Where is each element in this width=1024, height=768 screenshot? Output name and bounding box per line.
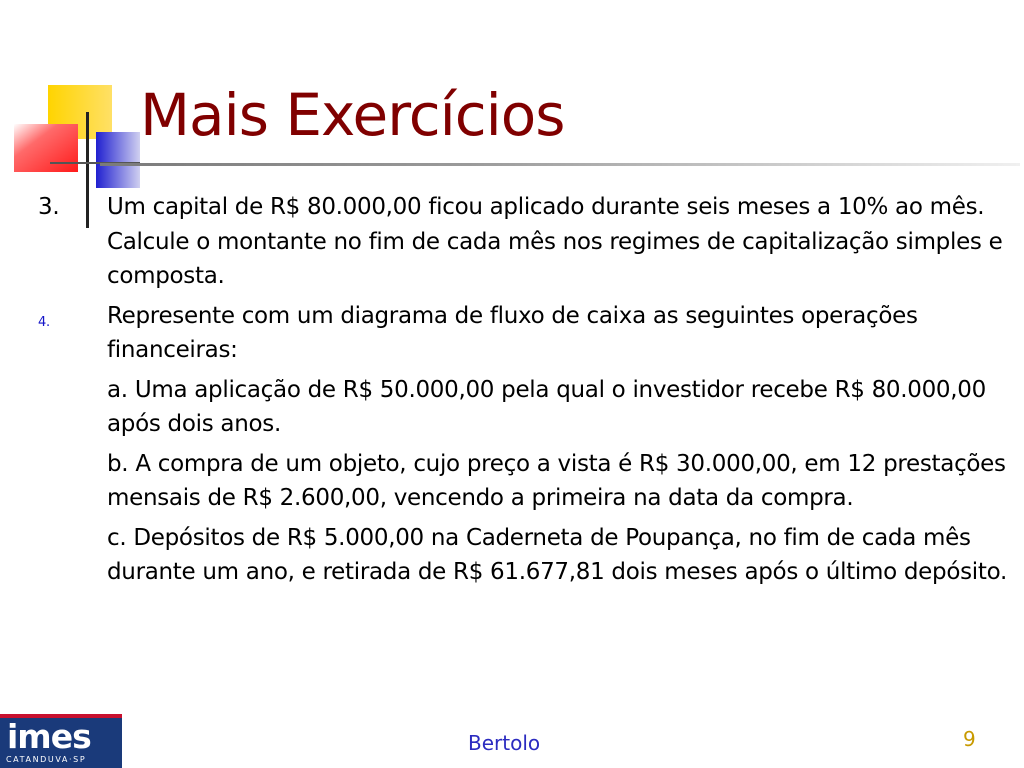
subitem-b: b. A compra de um objeto, cujo preço a vista é R$ 30.000,00, em 12 prestações mensais de R$ 2.600,00, vencendo a primeira na data da compra. bbox=[107, 450, 1006, 511]
footer-author: Bertolo bbox=[468, 731, 541, 755]
exercise-text: Um capital de R$ 80.000,00 ficou aplicado durante seis meses a 10% ao mês. Calcule o montante no fim de cada mês nos regimes de capitalização simples e composta. bbox=[107, 194, 1003, 289]
exercise-item-4 bbox=[0, 299, 1024, 368]
subitem-a: a. Uma aplicação de R$ 50.000,00 pela qual o investidor recebe R$ 80.000,00 após dois anos. bbox=[107, 376, 986, 437]
exercise-item-3 bbox=[0, 190, 1024, 294]
subitem-c: c. Depósitos de R$ 5.000,00 na Caderneta de Poupança, no fim de cada mês durante um ano, e retirada de R$ 61.677,81 dois meses após o último depósito. bbox=[107, 524, 1007, 585]
imes-logo bbox=[0, 714, 122, 768]
slide-title: Mais Exercícios bbox=[140, 81, 565, 149]
title-underline bbox=[100, 163, 1020, 166]
exercise-number: 3. bbox=[38, 194, 60, 220]
slide-body bbox=[0, 190, 1024, 595]
exercise-text: Represente com um diagrama de fluxo de caixa as seguintes operações financeiras: bbox=[107, 302, 918, 363]
logo-subtitle: CATANDUVA·SP bbox=[6, 755, 87, 764]
page-number: 9 bbox=[963, 727, 976, 751]
exercise-number: 4. bbox=[38, 314, 50, 330]
logo-wordmark: imes bbox=[7, 717, 91, 756]
